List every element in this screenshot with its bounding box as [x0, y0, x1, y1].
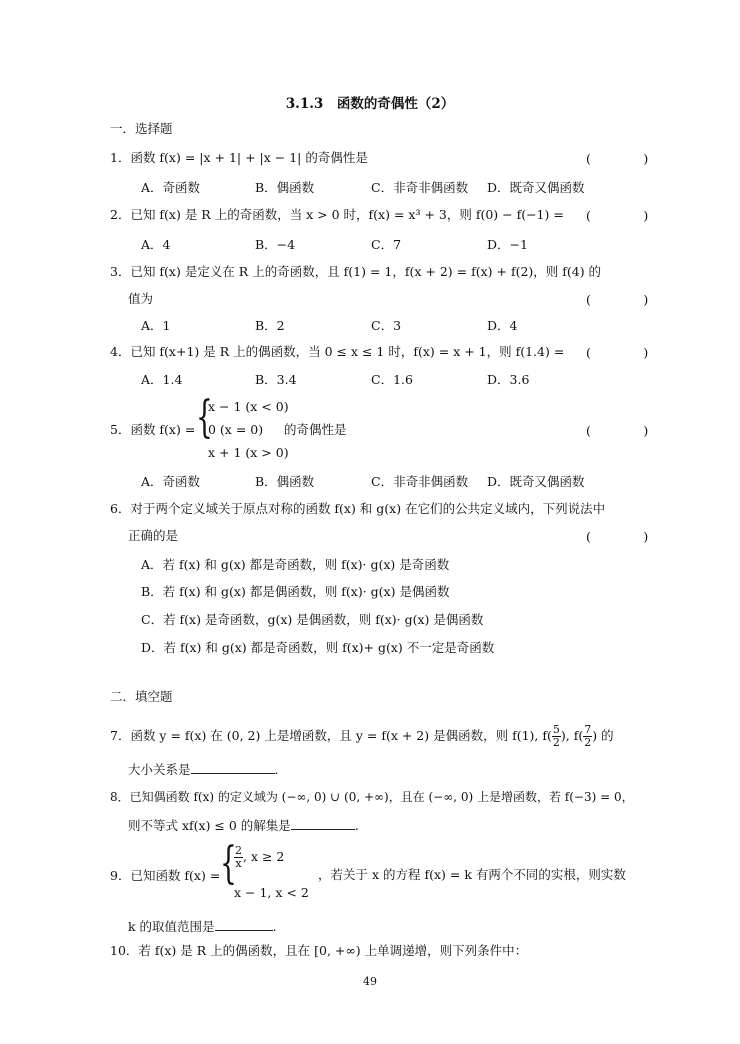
question-9-text-cont — [128, 917, 277, 936]
question-5-suffix: 的奇偶性是 — [284, 422, 347, 437]
answer-blank-q8[interactable] — [291, 816, 355, 830]
question-3-answer-paren: ( ) — [586, 292, 669, 307]
question-9-case-1-condition: , x ≥ 2 — [243, 849, 285, 864]
fraction-seven-halves — [583, 724, 592, 749]
question-2-answer-paren: ( ) — [586, 208, 669, 223]
piecewise-brace-q5: { — [196, 392, 213, 443]
question-6-answer-paren: ( ) — [586, 529, 669, 544]
question-5-option-b: B．偶函数 — [255, 474, 315, 489]
question-5-prefix: 5．函数 f(x) = — [110, 422, 196, 437]
fraction-denominator: 2 — [584, 736, 592, 749]
question-4-text: 4．已知 f(x+1) 是 R 上的偶函数，当 0 ≤ x ≤ 1 时，f(x) = x + 1，则 f(1.4) = — [110, 344, 565, 359]
question-9-case-2: x − 1, x < 2 — [234, 885, 309, 900]
question-5-option-c: C．非奇非偶函数 — [371, 474, 469, 489]
question-8-end: . — [354, 818, 359, 833]
question-9-blank-label: k 的取值范围是 — [128, 919, 215, 934]
question-5-option-d: D．既奇又偶函数 — [487, 474, 585, 489]
question-4-option-b: B．3.4 — [255, 372, 297, 387]
question-8-blank-label: 则不等式 xf(x) ≤ 0 的解集是 — [128, 818, 291, 833]
question-6-option-d: D．若 f(x) 和 g(x) 都是奇函数，则 f(x)+ g(x) 不一定是奇函数 — [141, 640, 495, 655]
page-title: 3.1.3 函数的奇偶性（2） — [285, 96, 455, 112]
answer-blank-q9[interactable] — [215, 917, 273, 931]
question-1-text: 1．函数 f(x) = |x + 1| + |x − 1| 的奇偶性是 — [110, 150, 368, 165]
question-9-case-1 — [234, 845, 284, 870]
question-3-option-d: D．4 — [487, 318, 518, 333]
question-7-text-cont — [128, 760, 279, 779]
question-1-option-a: A．奇函数 — [141, 180, 201, 195]
question-3-text-cont: 值为 — [128, 291, 154, 306]
section-heading-choice: 一．选择题 — [110, 121, 173, 136]
fraction-two-over-x — [234, 845, 243, 870]
question-5-answer-paren: ( ) — [586, 423, 669, 438]
question-7-f7: f( — [573, 728, 584, 743]
question-6-option-b: B．若 f(x) 和 g(x) 都是偶函数，则 f(x)· g(x) 是偶函数 — [141, 584, 450, 599]
question-2-option-d: D．−1 — [487, 237, 528, 252]
question-10-text: 10．若 f(x) 是 R 上的偶函数，且在 [0, +∞) 上单调递增，则下列条件中： — [110, 943, 528, 958]
question-7-f7-close: ) 的 — [592, 728, 614, 743]
question-5-option-a: A．奇函数 — [141, 474, 201, 489]
question-8-text: 8．已知偶函数 f(x) 的定义域为 (−∞, 0) ∪ (0, +∞)，且在 (−∞, 0) 上是增函数，若 f(−3) = 0， — [110, 790, 634, 804]
fraction-denominator: 2 — [552, 736, 560, 749]
question-4-option-a: A．1.4 — [141, 372, 183, 387]
question-6-option-a: A．若 f(x) 和 g(x) 都是奇函数，则 f(x)· g(x) 是奇函数 — [141, 557, 450, 572]
question-9-end: . — [272, 919, 277, 934]
question-6-text-cont: 正确的是 — [128, 528, 179, 543]
piecewise-brace-q9: { — [220, 838, 237, 889]
question-5-case-3: x + 1 (x > 0) — [208, 445, 289, 460]
fraction-numerator: 5 — [552, 723, 560, 736]
question-4-answer-paren: ( ) — [586, 345, 669, 360]
question-3-option-b: B．2 — [255, 318, 285, 333]
question-7-f5-close: ), — [560, 728, 570, 743]
answer-blank-q7[interactable] — [191, 760, 275, 774]
question-1-option-c: C．非奇非偶函数 — [371, 180, 469, 195]
question-2-text: 2．已知 f(x) 是 R 上的奇函数，当 x > 0 时，f(x) = x³ + 3，则 f(0) − f(−1) = — [110, 207, 564, 222]
question-7-blank-label: 大小关系是 — [128, 762, 191, 777]
question-2-option-b: B．−4 — [255, 237, 296, 252]
question-1-option-d: D．既奇又偶函数 — [487, 180, 585, 195]
question-6-option-c: C．若 f(x) 是奇函数，g(x) 是偶函数，则 f(x)· g(x) 是偶函数 — [141, 612, 484, 627]
page-number: 49 — [363, 975, 377, 988]
fraction-denominator: x — [235, 857, 242, 870]
question-4-option-d: D．3.6 — [487, 372, 530, 387]
question-9-suffix: ，若关于 x 的方程 f(x) = k 有两个不同的实根，则实数 — [318, 867, 626, 882]
question-3-option-c: C．3 — [371, 318, 402, 333]
fraction-numerator: 7 — [584, 723, 592, 736]
question-4-option-c: C．1.6 — [371, 372, 413, 387]
question-7-end: . — [274, 762, 279, 777]
question-5-case-1: x − 1 (x < 0) — [208, 399, 289, 414]
question-7-f5: f( — [542, 728, 552, 743]
question-2-option-a: A．4 — [141, 237, 171, 252]
fraction-numerator: 2 — [235, 844, 242, 857]
section-heading-fill: 二．填空题 — [110, 689, 173, 704]
question-5-case-2: 0 (x = 0) — [208, 422, 264, 437]
question-2-option-c: C．7 — [371, 237, 402, 252]
question-9-prefix: 9．已知函数 f(x) = — [110, 868, 221, 883]
question-1-answer-paren: ( ) — [586, 151, 669, 166]
question-1-option-b: B．偶函数 — [255, 180, 315, 195]
question-7-text — [110, 724, 614, 749]
fraction-five-halves — [552, 724, 561, 749]
question-7-main: 7．函数 y = f(x) 在 (0, 2) 上是增函数，且 y = f(x + 2) 是偶函数，则 f(1), — [110, 728, 539, 743]
question-8-text-cont — [128, 816, 359, 835]
question-3-option-a: A．1 — [141, 318, 171, 333]
question-3-text: 3．已知 f(x) 是定义在 R 上的奇函数，且 f(1) = 1，f(x + 2) = f(x) + f(2)，则 f(4) 的 — [110, 264, 602, 279]
question-6-text: 6．对于两个定义域关于原点对称的函数 f(x) 和 g(x) 在它们的公共定义域内，下列说法中 — [110, 501, 606, 516]
